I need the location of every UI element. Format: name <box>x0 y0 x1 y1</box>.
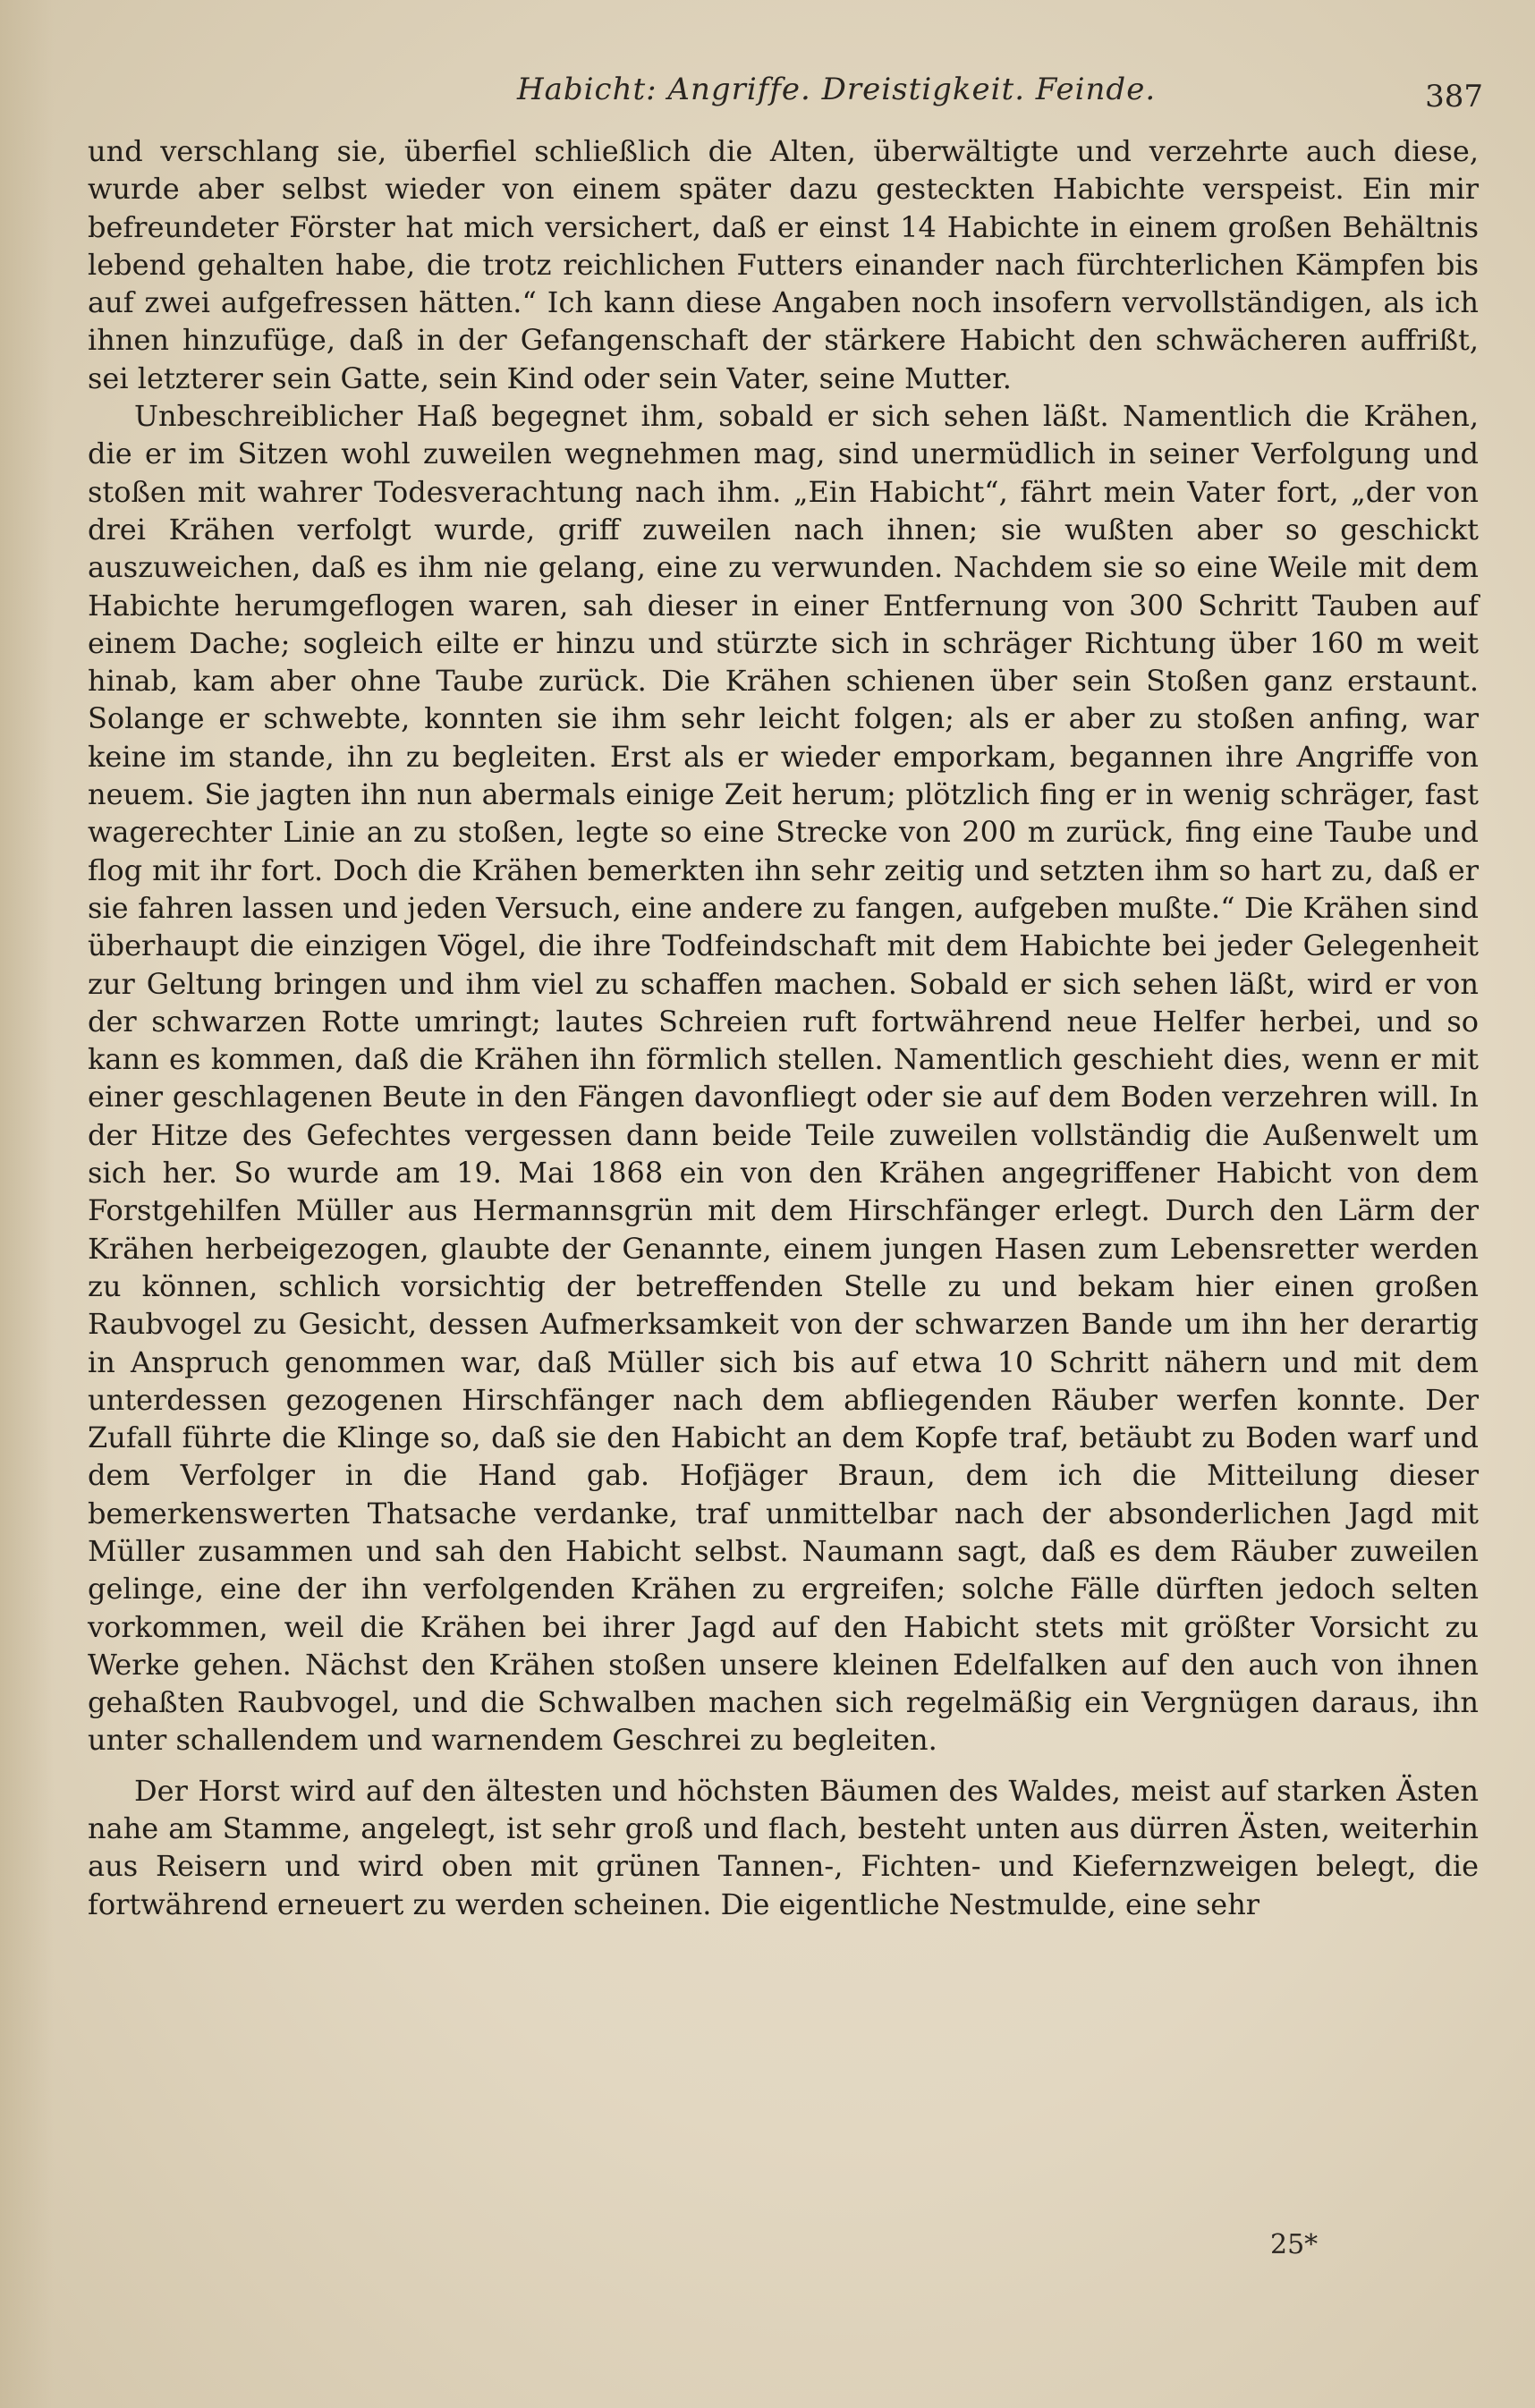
page-header <box>88 63 1483 116</box>
signature-mark: 25* <box>1270 2229 1319 2260</box>
paragraph-3: Der Horst wird auf den ältesten und höchsten Bäumen des Waldes, meist auf starken Ästen nahe am Stamme, angelegt, ist sehr groß und flach, besteht unten aus dürren Ästen, weiterhin aus Reisern und wird oben mit grünen Tannen-, Fichten- und Kiefernzweigen belegt, die fortwährend erneuert zu werden scheinen. Die eigentliche Nestmulde, eine sehr <box>88 1773 1479 1921</box>
paragraph-1: und verschlang sie, überfiel schließlich die Alten, überwältigte und verzehrte auch diese, wurde aber selbst wieder von einem später dazu gesteckten Habichte verspeist. Ein mir befreundeter Förster hat mich versichert, daß er einst 14 Habichte in einem großen Behältnis lebend gehalten habe, die trotz reichlichen Futters einander nach fürchterlichen Kämpfen bis auf zwei aufgefressen hätten.“ Ich kann diese Angaben noch insofern vervollständigen, als ich ihnen hinzufüge, daß in der Gefangenschaft der stärkere Habicht den schwächeren auffrißt, sei letzterer sein Gatte, sein Kind oder sein Vater, seine Mutter. <box>88 134 1479 395</box>
running-head: Habicht: Angriffe. Dreistigkeit. Feinde. <box>517 72 1157 107</box>
paragraph-2: Unbeschreiblicher Haß begegnet ihm, sobald er sich sehen läßt. Namentlich die Krähen, die er im Sitzen wohl zuweilen wegnehmen mag, sind unermüdlich in seiner Verfolgung und stoßen mit wahrer Todesverachtung nach ihm. „Ein Habicht“, fährt mein Vater fort, „der von drei Krähen verfolgt wurde, griff zuweilen nach ihnen; sie wußten aber so geschickt auszuweichen, daß es ihm nie gelang, eine zu verwunden. Nachdem sie so eine Weile mit dem Habichte herumgeflogen waren, sah dieser in einer Entfernung von 300 Schritt Tauben auf einem Dache; sogleich eilte er hinzu und stürzte sich in schräger Richtung über 160 m weit hinab, kam aber ohne Taube zurück. Die Krähen schienen über sein Stoßen ganz erstaunt. Solange er schwebte, konnten sie ihm sehr leicht folgen; als er aber zu stoßen anfing, war keine im stande, ihn zu begleiten. Erst als er wieder emporkam, begannen ihre Angriffe von neuem. Sie jagten ihn nun abermals einige Zeit herum; plötzlich fing er in wenig schräger, fast wagerechter Linie an zu stoßen, legte so eine Strecke von 200 m zurück, fing eine Taube und flog mit ihr fort. Doch die Krähen bemerkten ihn sehr zeitig und setzten ihm so hart zu, daß er sie fahren lassen und jeden Versuch, eine andere zu fangen, aufgeben mußte.“ Die Krähen sind überhaupt die einzigen Vögel, die ihre Todfeindschaft mit dem Habichte bei jeder Gelegenheit zur Geltung bringen und ihm viel zu schaffen machen. Sobald er sich sehen läßt, wird er von der schwarzen Rotte umringt; lautes Schreien ruft fortwährend neue Helfer herbei, und so kann es kommen, daß die Krähen ihn förmlich stellen. Namentlich geschieht dies, wenn er mit einer geschlagenen Beute in den Fängen davonfliegt oder sie auf dem Boden verzehren will. In der Hitze des Gefechtes vergessen dann beide Teile zuweilen vollständig die Außenwelt um sich her. So wurde am 19. Mai 1868 ein von den Krähen angegriffener Habicht von dem Forstgehilfen Müller aus Hermannsgrün mit dem Hirschfänger erlegt. Durch den Lärm der Krähen herbeigezogen, glaubte der Genannte, einem jungen Hasen zum Lebensretter werden zu können, schlich vorsichtig der betreffenden Stelle zu und bekam hier einen großen Raubvogel zu Gesicht, dessen Aufmerksamkeit von der schwarzen Bande um ihn her derartig in Anspruch genommen war, daß Müller sich bis auf etwa 10 Schritt nähern und mit dem unterdessen gezogenen Hirschfänger nach dem abfliegenden Räuber werfen konnte. Der Zufall führte die Klinge so, daß sie den Habicht an dem Kopfe traf, betäubt zu Boden warf und dem Verfolger in die Hand gab. Hofjäger Braun, dem ich die Mitteilung dieser bemerkenswerten Thatsache verdanke, traf unmittelbar nach der absonderlichen Jagd mit Müller zusammen und sah den Habicht selbst. Naumann sagt, daß es dem Räuber zuweilen gelinge, eine der ihn verfolgenden Krähen zu ergreifen; solche Fälle dürften jedoch selten vorkommen, weil die Krähen bei ihrer Jagd auf den Habicht stets mit größter Vorsicht zu Werke gehen. Nächst den Krähen stoßen unsere kleinen Edelfalken auf den auch von ihnen gehaßten Raubvogel, und die Schwalben machen sich regelmäßig ein Vergnügen daraus, ihn unter schallendem und warnendem Geschrei zu begleiten. <box>88 399 1479 1758</box>
page-number: 387 <box>1425 79 1483 114</box>
page-gutter-shadow <box>0 0 54 2408</box>
body-text <box>88 132 1479 1923</box>
